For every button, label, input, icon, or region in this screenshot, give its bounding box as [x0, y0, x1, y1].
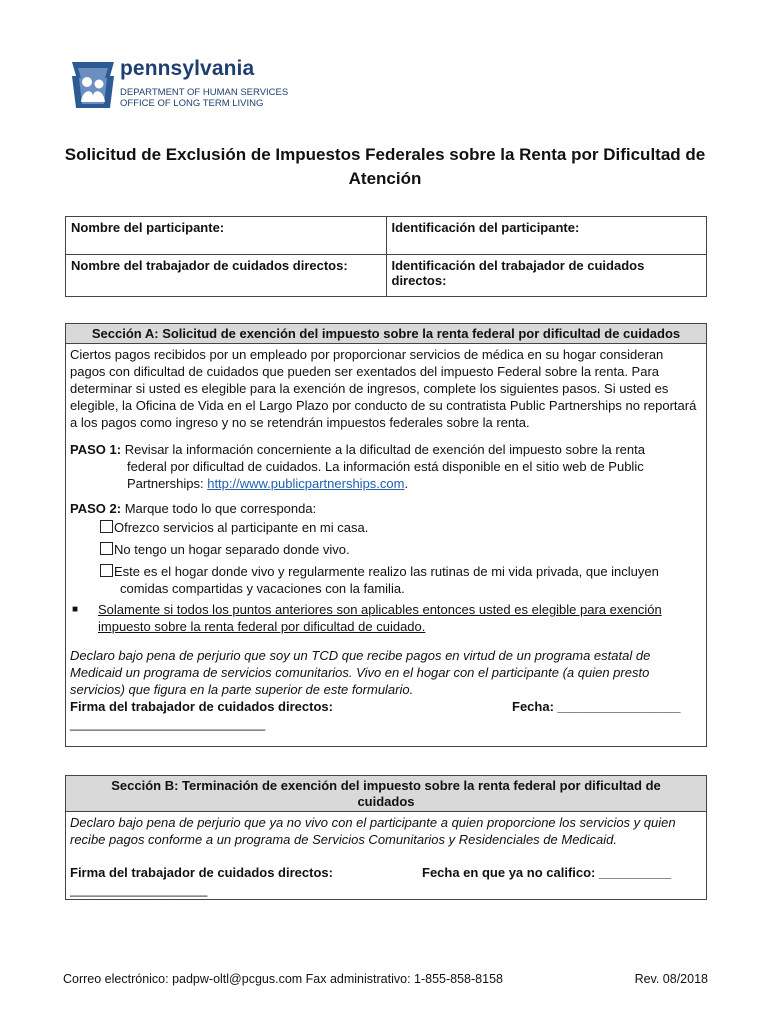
worker-id-label: Identificación del trabajador de cuidados directos:: [391, 258, 645, 288]
step-2: [70, 500, 702, 517]
worker-name-label: Nombre del trabajador de cuidados directos:: [71, 258, 348, 273]
section-a-date-field[interactable]: Fecha: _________________: [512, 699, 681, 714]
eligibility-note: [70, 601, 702, 635]
public-partnerships-link[interactable]: http://www.publicpartnerships.com: [207, 476, 405, 491]
section-a-declaration: Declaro bajo pena de perjurio que soy un TCD que recibe pagos en virtud de un programa estatal de Medicaid un programa de servicios comunitarios. Vivo en el hogar con el participante (a quien presto servicios) que figura en la parte superior de este formulario.: [70, 648, 651, 697]
section-a-signature-row: [70, 698, 702, 715]
brand-name: pennsylvania: [120, 57, 255, 80]
checkbox-own-home[interactable]: [100, 520, 113, 533]
checkbox-primary-residence-label-cont: comidas compartidas y vacaciones con la familia.: [120, 581, 405, 596]
step-2-text: Marque todo lo que corresponda:: [124, 501, 317, 516]
pennsylvania-dhs-logo: [70, 58, 300, 113]
participant-id-label: Identificación del participante:: [391, 220, 580, 235]
checkbox-row-no-separate-home: [70, 541, 702, 558]
participant-id-field[interactable]: [386, 217, 707, 255]
checkbox-no-separate-home-label: No tengo un hogar separado donde vivo.: [114, 542, 350, 557]
section-b-heading: Sección B: Terminación de exención del impuesto sobre la renta federal por dificultad de cuidados: [66, 776, 706, 812]
step-2-label: PASO 2:: [70, 501, 122, 516]
footer-revision: Rev. 08/2018: [634, 972, 708, 986]
section-b-signature-row: [70, 864, 702, 881]
checkbox-primary-residence[interactable]: [100, 564, 113, 577]
section-a: [65, 323, 707, 747]
bullet-icon: ■: [72, 604, 79, 615]
page-title: Solicitud de Exclusión de Impuestos Federales sobre la Renta por Dificultad de Atención: [64, 145, 706, 188]
section-b: [65, 775, 707, 900]
section-b-signature-label: Firma del trabajador de cuidados directos:: [70, 865, 333, 880]
section-a-signature-label: Firma del trabajador de cuidados directos:: [70, 699, 333, 714]
participant-name-label: Nombre del participante:: [71, 220, 225, 235]
checkbox-own-home-label: Ofrezco servicios al participante en mi casa.: [114, 520, 369, 535]
worker-name-field[interactable]: [66, 255, 387, 297]
eligibility-note-line-1: Solamente si todos los puntos anteriores son aplicables entonces usted es elegible para exención: [98, 602, 662, 617]
step-1-text-line-3: Partnerships:: [127, 476, 204, 491]
section-a-signature-line[interactable]: ___________________________: [70, 716, 266, 731]
step-1-text-line-2: federal por dificultad de cuidados. La información está disponible en el sitio web de Public: [127, 459, 644, 474]
checkbox-primary-residence-label: Este es el hogar donde vivo y regularmente realizo las rutinas de mi vida privada, que incluyen: [114, 564, 659, 579]
participant-info-table: [65, 216, 707, 297]
checkbox-row-own-home: [70, 519, 702, 536]
step-1-period: .: [404, 476, 409, 491]
section-b-signature-line[interactable]: ___________________: [70, 882, 208, 897]
step-1-text-line-1: Revisar la información concerniente a la dificultad de exención del impuesto sobre la renta: [124, 442, 645, 457]
checkbox-row-primary-residence: [70, 563, 702, 580]
department-name: DEPARTMENT OF HUMAN SERVICES: [120, 87, 289, 98]
participant-name-field[interactable]: [66, 217, 387, 255]
step-1: [70, 441, 702, 492]
checkbox-no-separate-home[interactable]: [100, 542, 113, 555]
section-b-declaration: Declaro bajo pena de perjurio que ya no vivo con el participante a quien proporcione los servicios y quien recibe pagos conforme a un programa de Servicios Comunitarios y Residenciales de Medicaid.: [70, 815, 676, 847]
step-1-label: PASO 1:: [70, 442, 122, 457]
section-b-date-field[interactable]: Fecha en que ya no califico: __________: [422, 865, 672, 880]
office-name: OFFICE OF LONG TERM LIVING: [120, 98, 264, 109]
footer-contact: Correo electrónico: padpw-oltl@pcgus.com Fax administrativo: 1-855-858-8158: [63, 972, 503, 986]
section-a-intro: Ciertos pagos recibidos por un empleado por proporcionar servicios de médica en su hogar consideran pagos con dificultad de cuidados que pueden ser exentados del impuesto Federal sobre la renta. Para determinar si usted es elegible para la exención de ingresos, complete los siguientes pasos. Si usted es elegible, la Oficina de Vida en el Largo Plazo por conducto de su contratista Public Partnerships no reportará a los pagos como ingreso y no se retendrán impuestos federales sobre la renta.: [70, 347, 697, 430]
section-a-heading: Sección A: Solicitud de exención del impuesto sobre la renta federal por dificultad de cuidados: [66, 324, 706, 344]
eligibility-note-line-2: impuesto sobre la renta federal por dificultad de cuidado.: [98, 619, 426, 634]
worker-id-field[interactable]: [386, 255, 707, 297]
keystone-logo-icon: [70, 60, 116, 110]
